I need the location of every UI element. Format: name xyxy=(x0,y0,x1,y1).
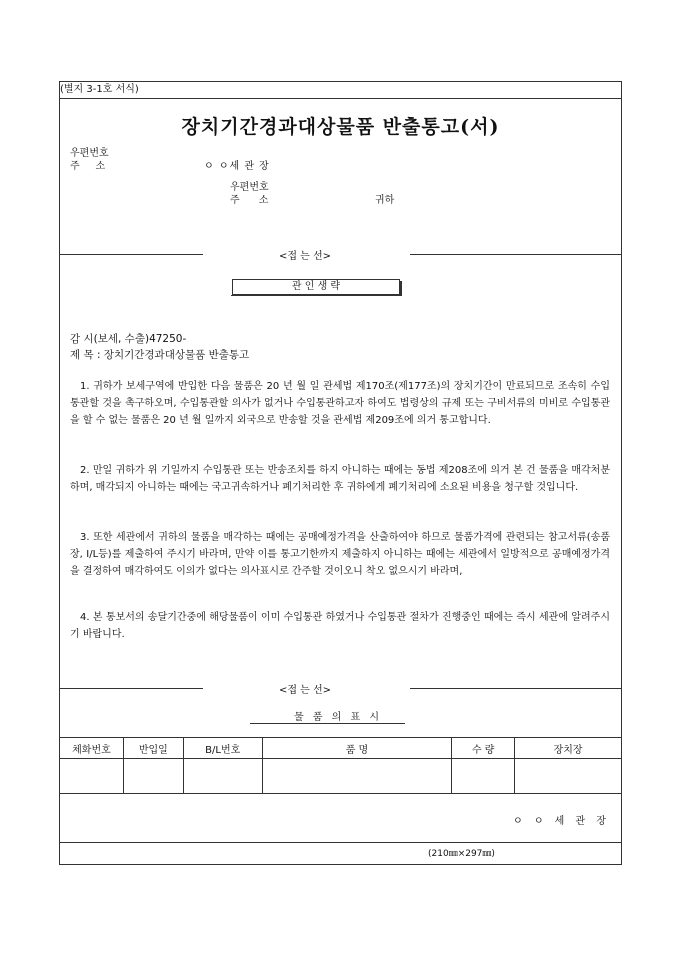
recipient-address-label: 주 소 xyxy=(230,195,269,206)
col-header-storage-place: 장치장 xyxy=(515,738,622,759)
fold-line-left xyxy=(59,254,203,255)
recipient-honorific: 귀하 xyxy=(375,195,395,206)
subject-line: 제 목 : 장치기간경과대상물품 반출통고 xyxy=(70,349,250,361)
paragraph-2: 2. 만일 귀하가 위 기일까지 수입통관 또는 반송조치를 하지 아니하는 때에는 동법 제208조에 의거 본 건 물품을 매각처분하며, 매각되지 아니하는 때에는 국고귀속하거나 폐기처리한 후 귀하에게 폐기처리에 소요된 비용을 청구할 것입니다. xyxy=(70,465,610,493)
document-number: 감 시(보세, 수출)47250- xyxy=(70,333,187,345)
recipient-postal-label: 우편번호 xyxy=(230,182,269,193)
signature-customs-chief: ㅇ ㅇ 세 관 장 xyxy=(512,816,610,827)
paragraph-3: 3. 또한 세관에서 귀하의 물품을 매각하는 때에는 공매예정가격을 산출하여야 하므로 물품가격에 관련되는 참고서류(송품장, I/L등)를 제출하여 주시기 바라며, 만약 이를 통고기한까지 제출하지 아니하는 때에는 세관에서 일방적으로 공매예정가격을 결정하여 매각하여도 이의가 없다는 의사표시로 간주할 것이오니 착오 없으시기 바라며, xyxy=(70,532,610,577)
table-row xyxy=(60,759,622,794)
table-cell[interactable] xyxy=(452,759,515,794)
goods-section-title: 물 품 의 표 시 xyxy=(293,712,382,723)
table-cell[interactable] xyxy=(515,759,622,794)
sender-address-label: 주 소 xyxy=(70,161,106,172)
table-cell[interactable] xyxy=(262,759,452,794)
col-header-bl-number: B/L번호 xyxy=(183,738,262,759)
sender-postal-label: 우편번호 xyxy=(70,148,109,159)
col-header-entry-date: 반입일 xyxy=(123,738,183,759)
fold-line-right xyxy=(410,254,622,255)
fold-line-label: <접 는 선> xyxy=(278,251,332,262)
fold-line-right-2 xyxy=(410,688,622,689)
col-header-item-name: 품 명 xyxy=(262,738,452,759)
fold-line-label-2: <접 는 선> xyxy=(278,685,332,696)
table-cell[interactable] xyxy=(60,759,124,794)
paper-size-note: (210㎜×297㎜) xyxy=(428,849,495,859)
seal-box-shadow xyxy=(231,295,401,296)
paragraph-1: 1. 귀하가 보세구역에 반입한 다음 물품은 20 년 월 일 관세법 제170조(제177조)의 장치기간이 만료되므로 조속히 수입통관할 것을 촉구하오며, 수입통관할 의사가 없거나 수입통관하고자 하여도 법령상의 규제 또는 구비서류의 미비로 수입통관을 할 수 없는 물품은 20 년 월 일까지 외국으로 반송할 것을 관세법 제209조에 의거 통고합니다. xyxy=(70,381,610,426)
header-divider xyxy=(59,98,622,99)
fold-line-left-2 xyxy=(59,688,203,689)
seal-box-shadow-right xyxy=(400,281,402,296)
table-cell[interactable] xyxy=(183,759,262,794)
table-cell[interactable] xyxy=(123,759,183,794)
seal-omitted-box: 관 인 생 략 xyxy=(232,279,400,295)
paragraph-4: 4. 본 통보서의 송달기간중에 해당물품이 이미 수입통관 하였거나 수입통관 절차가 진행중인 때에는 즉시 세관에 알려주시기 바랍니다. xyxy=(70,612,610,640)
goods-title-underline xyxy=(250,723,405,724)
col-header-storage-number: 체화번호 xyxy=(60,738,124,759)
page-title: 장치기간경과대상물품 반출통고(서) xyxy=(181,116,500,138)
form-number: (별지 3-1호 서식) xyxy=(60,84,139,95)
footer-divider xyxy=(59,842,622,843)
goods-table xyxy=(59,737,622,794)
col-header-quantity: 수 량 xyxy=(452,738,515,759)
goods-table-header xyxy=(60,738,622,759)
recipient-office: ㅇ ㅇ세 관 장 xyxy=(204,161,270,172)
